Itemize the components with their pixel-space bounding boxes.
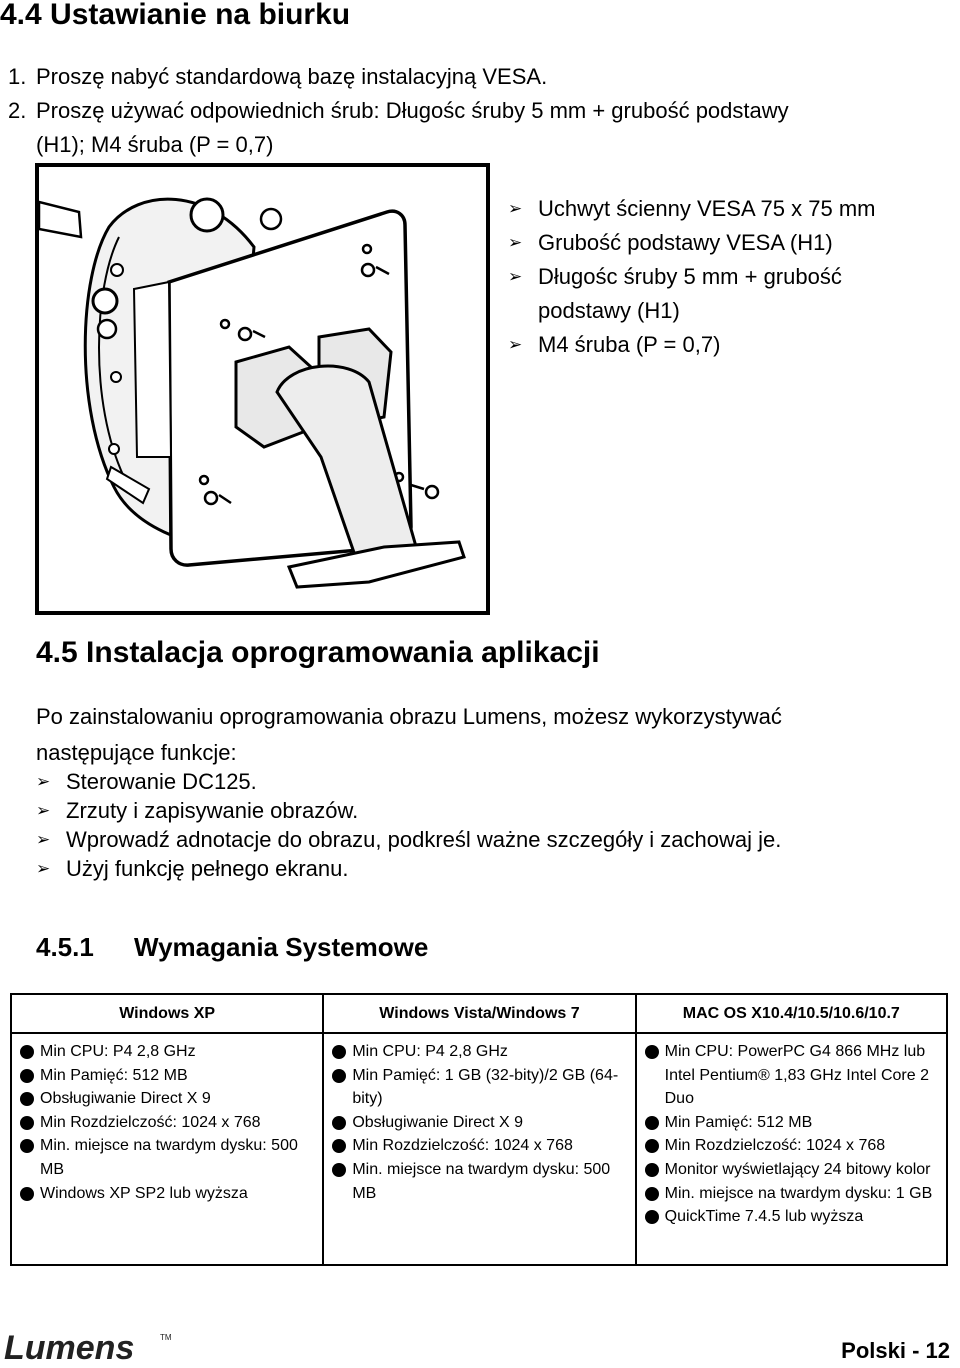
step-item [8,60,789,94]
requirement-item: Min Pamięć: 1 GB (32-bity)/2 GB (64-bity) [332,1064,628,1111]
install-steps [8,60,789,162]
intro-line: następujące funkcje: [36,740,237,765]
vesa-note-item [508,226,875,260]
feature-text: Wprowadź adnotacje do obrazu, podkreśl ważne szczegóły i zachowaj je. [66,827,782,852]
bullet-icon [332,1116,346,1130]
step-item [8,128,789,162]
bullet-icon [645,1163,659,1177]
feature-text: Sterowanie DC125. [66,769,257,794]
vesa-note-text: M4 śruba (P = 0,7) [538,332,721,357]
software-intro [36,700,936,733]
arrow-bullet-icon: ➢ [36,801,51,820]
bullet-icon [332,1163,346,1177]
section-heading: Wymagania Systemowe [134,932,429,962]
bullet-icon [20,1187,34,1201]
table-cell [11,1033,323,1265]
column-header: Windows XP [11,994,323,1033]
arrow-bullet-icon: ➢ [508,335,523,354]
requirement-item: Min Pamięć: 512 MB [645,1111,940,1135]
arrow-bullet-icon: ➢ [508,199,523,218]
system-requirements-table [10,993,948,1266]
arrow-bullet-icon: ➢ [508,267,523,286]
feature-item [36,796,781,825]
bullet-icon [645,1116,659,1130]
lumens-logo [4,1328,174,1364]
vesa-note-item [508,192,875,226]
section-title-4-4: 4.4 Ustawianie na biurku [0,0,351,31]
bullet-icon [332,1139,346,1153]
table-cell [323,1033,635,1265]
requirement-item: Windows XP SP2 lub wyższa [20,1182,316,1206]
footer-separator: - [905,1338,926,1363]
vesa-note-text: Uchwyt ścienny VESA 75 x 75 mm [538,196,876,221]
section-title-4-5: 4.5 Instalacja oprogramowania aplikacji [36,636,600,669]
bullet-icon [645,1187,659,1201]
arrow-bullet-icon: ➢ [36,859,51,878]
bullet-icon [645,1045,659,1059]
arrow-bullet-icon: ➢ [508,233,523,252]
page-footer [841,1338,950,1364]
requirement-item: Monitor wyświetlający 24 bitowy kolor [645,1158,940,1182]
column-header: Windows Vista/Windows 7 [323,994,635,1033]
step-number: 1. [8,64,27,89]
feature-item [36,854,781,883]
intro-line: Po zainstalowaniu oprogramowania obrazu Lumens, możesz wykorzystywać [36,704,782,729]
bullet-icon [332,1069,346,1083]
requirement-item: Min. miejsce na twardym dysku: 1 GB [645,1182,940,1206]
bullet-icon [645,1210,659,1224]
vesa-note-item [508,260,875,294]
requirement-item: Min Rozdzielczość: 1024 x 768 [332,1134,628,1158]
vesa-note-text: Grubość podstawy VESA (H1) [538,230,833,255]
requirement-item: QuickTime 7.4.5 lub wyższa [645,1205,940,1229]
arrow-bullet-icon: ➢ [36,772,51,791]
software-features-list [36,740,782,883]
column-header: MAC OS X10.4/10.5/10.6/10.7 [636,994,947,1033]
vesa-note-text: podstawy (H1) [538,298,680,323]
bullet-icon [332,1045,346,1059]
table-row [11,1033,947,1265]
monitor-stand-drawing [39,167,486,611]
trademark-mark: TM [160,1333,172,1342]
vesa-note-text: Długośc śruby 5 mm + grubość [538,264,842,289]
feature-item [36,767,781,796]
bullet-icon [20,1045,34,1059]
requirement-item: Min CPU: P4 2,8 GHz [20,1040,316,1064]
requirement-item: Obsługiwanie Direct X 9 [332,1111,628,1135]
bullet-icon [20,1139,34,1153]
footer-language: Polski [841,1338,906,1363]
step-number: 2. [8,98,27,123]
section-title-4-5-1 [36,930,428,964]
bullet-icon [20,1092,34,1106]
requirement-item: Obsługiwanie Direct X 9 [20,1087,316,1111]
vesa-mount-illustration [35,163,490,615]
requirement-item: Min CPU: P4 2,8 GHz [332,1040,628,1064]
table-cell [636,1033,947,1265]
step-number [8,128,36,162]
requirement-item: Min. miejsce na twardym dysku: 500 MB [20,1134,316,1181]
arrow-bullet-icon: ➢ [36,830,51,849]
requirement-item: Min Rozdzielczość: 1024 x 768 [645,1134,940,1158]
vesa-note-item [508,328,875,362]
step-text: (H1); M4 śruba (P = 0,7) [36,132,274,157]
requirement-item: Min CPU: PowerPC G4 866 MHz lub Intel Pentium® 1,83 GHz Intel Core 2 Duo [645,1040,940,1111]
requirement-item: Min. miejsce na twardym dysku: 500 MB [332,1158,628,1205]
requirement-item: Min Rozdzielczość: 1024 x 768 [20,1111,316,1135]
bullet-icon [20,1069,34,1083]
lumens-logo-text: Lumens [4,1329,135,1364]
bullet-icon [20,1116,34,1130]
feature-text: Użyj funkcję pełnego ekranu. [66,856,349,881]
requirement-item: Min Pamięć: 512 MB [20,1064,316,1088]
bullet-icon [645,1139,659,1153]
vesa-note-continuation [508,294,875,328]
step-item [8,94,789,128]
page-number: 12 [925,1338,950,1363]
step-text: Proszę nabyć standardową bazę instalacyjną VESA. [36,64,548,89]
step-text: Proszę używać odpowiednich śrub: Długośc śruby 5 mm + grubość podstawy [36,98,789,123]
vesa-notes-list [508,192,875,362]
table-header-row [11,994,947,1033]
section-number: 4.5.1 [36,932,94,962]
feature-item [36,825,781,854]
feature-text: Zrzuty i zapisywanie obrazów. [66,798,359,823]
